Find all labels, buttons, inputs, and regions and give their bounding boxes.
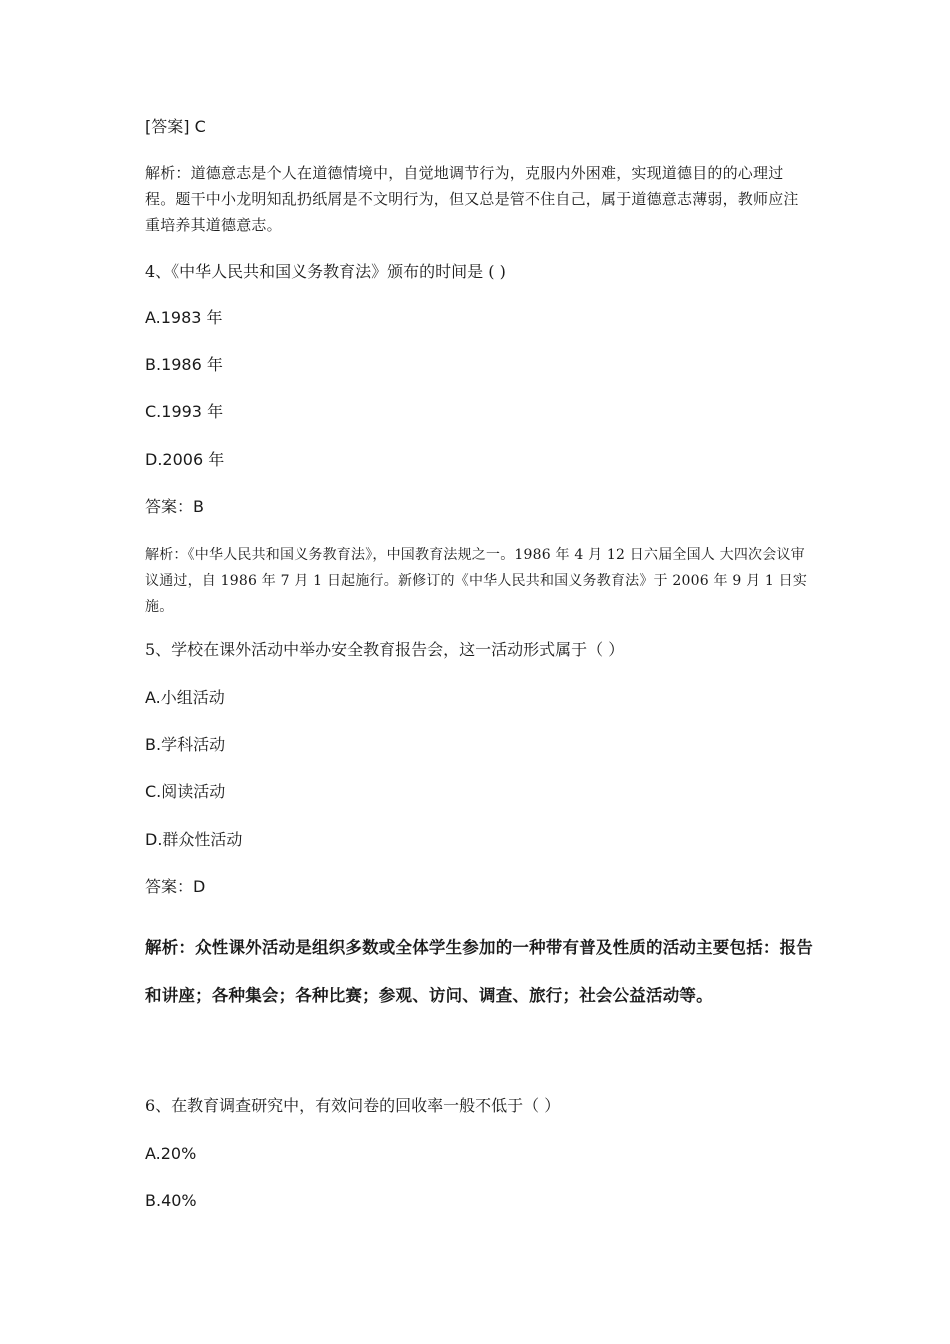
q4-option-b: B.1986 年 bbox=[145, 355, 223, 374]
q3-analysis: 解析：道德意志是个人在道德情境中，自觉地调节行为，克服内外困难，实现道德目的的心理过程。题干中小龙明知乱扔纸屑是不文明行为，但又总是管不住自己，属于道德意志薄弱，教师应注重培养其道德意志。 bbox=[145, 164, 799, 234]
q5-analysis: 解析：众性课外活动是组织多数或全体学生参加的一种带有普及性质的活动主要包括：报告和讲座；各种集会；各种比赛；参观、访问、调查、旅行；社会公益活动等。 bbox=[145, 938, 813, 1005]
q4-question: 4、《中华人民共和国义务教育法》颁布的时间是 ( ) bbox=[145, 262, 506, 281]
q5-option-d: D.群众性活动 bbox=[145, 830, 243, 849]
q4-option-a: A.1983 年 bbox=[145, 308, 223, 327]
q5-option-b: B.学科活动 bbox=[145, 735, 226, 754]
q5-question: 5、学校在课外活动中举办安全教育报告会，这一活动形式属于（ ） bbox=[145, 640, 625, 659]
q4-analysis: 解析：《中华人民共和国义务教育法》，中国教育法规之一。1986 年 4 月 12 日六届全国人 大四次会议审议通过，自 1986 年 7 月 1 日起施行。新修订的《中华人民共和国义务教育法》于 2006 年 9 月 1 日实施。 bbox=[145, 547, 808, 615]
q6-option-a: A.20% bbox=[145, 1144, 197, 1163]
q4-option-d: D.2006 年 bbox=[145, 450, 225, 469]
q4-answer: 答案：B bbox=[145, 497, 204, 516]
q5-option-a: A.小组活动 bbox=[145, 688, 225, 707]
q5-option-c: C.阅读活动 bbox=[145, 782, 226, 801]
q3-answer: [答案] C bbox=[145, 117, 206, 136]
q4-option-c: C.1993 年 bbox=[145, 402, 224, 421]
q6-question: 6、在教育调查研究中，有效问卷的回收率一般不低于（ ） bbox=[145, 1096, 561, 1115]
q6-option-b: B.40% bbox=[145, 1191, 197, 1210]
q5-answer: 答案：D bbox=[145, 877, 206, 896]
